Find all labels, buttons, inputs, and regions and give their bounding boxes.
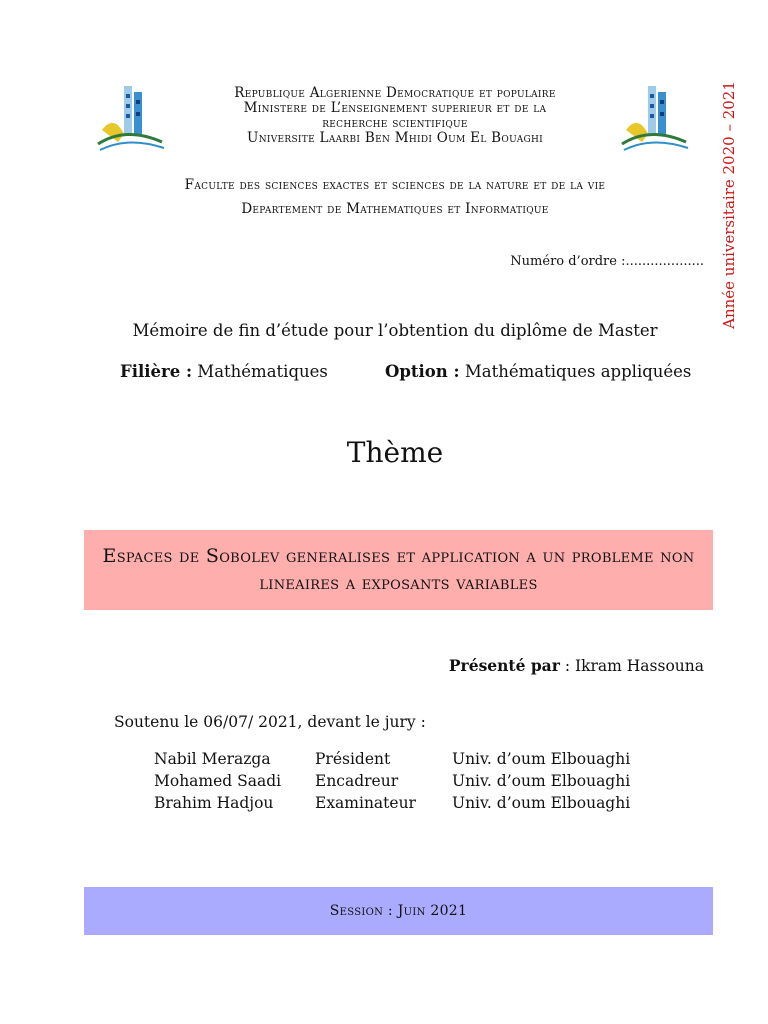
jury-name: Nabil Merazga [154, 750, 271, 768]
faculty-block [84, 173, 706, 221]
defense-date: Soutenu le 06/07/ 2021, devant le jury : [114, 713, 426, 731]
header-line: Republique Algerienne Democratique et populaire [234, 85, 556, 101]
jury-univ: Univ. d’oum Elbouaghi [452, 794, 631, 812]
filiere-field [120, 362, 328, 381]
option-value: Mathématiques appliquées [464, 362, 692, 381]
jury-name: Mohamed Saadi [154, 772, 282, 790]
thesis-title: Espaces de Sobolev generalises et application a un probleme non lineaires a exposants variables [102, 545, 695, 594]
jury-role: Président [315, 750, 391, 768]
institution-header [150, 86, 640, 146]
header-line: Ministere de L’enseignement superieur et de la [243, 100, 547, 116]
faculty-name: Faculte des sciences exactes et sciences de la nature et de la vie [184, 177, 606, 193]
option-field [385, 362, 691, 381]
order-number: Numéro d’ordre :................... [510, 254, 704, 269]
academic-year-vertical: Année universitaire 2020 – 2021 [720, 81, 738, 329]
option-label: Option : [385, 362, 460, 381]
memoire-statement: Mémoire de fin d’étude pour l’obtention du diplôme de Master [132, 321, 658, 340]
session-box [84, 887, 713, 935]
header-line: Universite Laarbi Ben Mhidi Oum El Bouaghi [247, 130, 543, 146]
jury-row [154, 770, 652, 792]
jury-table [154, 748, 652, 814]
presented-name: : Ikram Hassouna [564, 657, 704, 675]
filiere-label: Filière : [120, 362, 193, 381]
header-line: recherche scientifique [322, 115, 468, 131]
jury-role: Encadreur [315, 772, 399, 790]
presented-label: Présenté par [448, 656, 560, 675]
jury-univ: Univ. d’oum Elbouaghi [452, 772, 631, 790]
jury-name: Brahim Hadjou [154, 794, 274, 812]
jury-role: Examinateur [315, 794, 416, 812]
filiere-value: Mathématiques [197, 362, 328, 381]
thesis-title-box [84, 530, 713, 610]
theme-heading: Thème [346, 436, 444, 469]
jury-univ: Univ. d’oum Elbouaghi [452, 750, 631, 768]
department-name: Departement de Mathematiques et Informatique [241, 201, 549, 217]
presented-by [449, 656, 704, 675]
session-text: Session : Juin 2021 [329, 903, 468, 919]
jury-row [154, 792, 652, 814]
jury-row [154, 748, 652, 770]
